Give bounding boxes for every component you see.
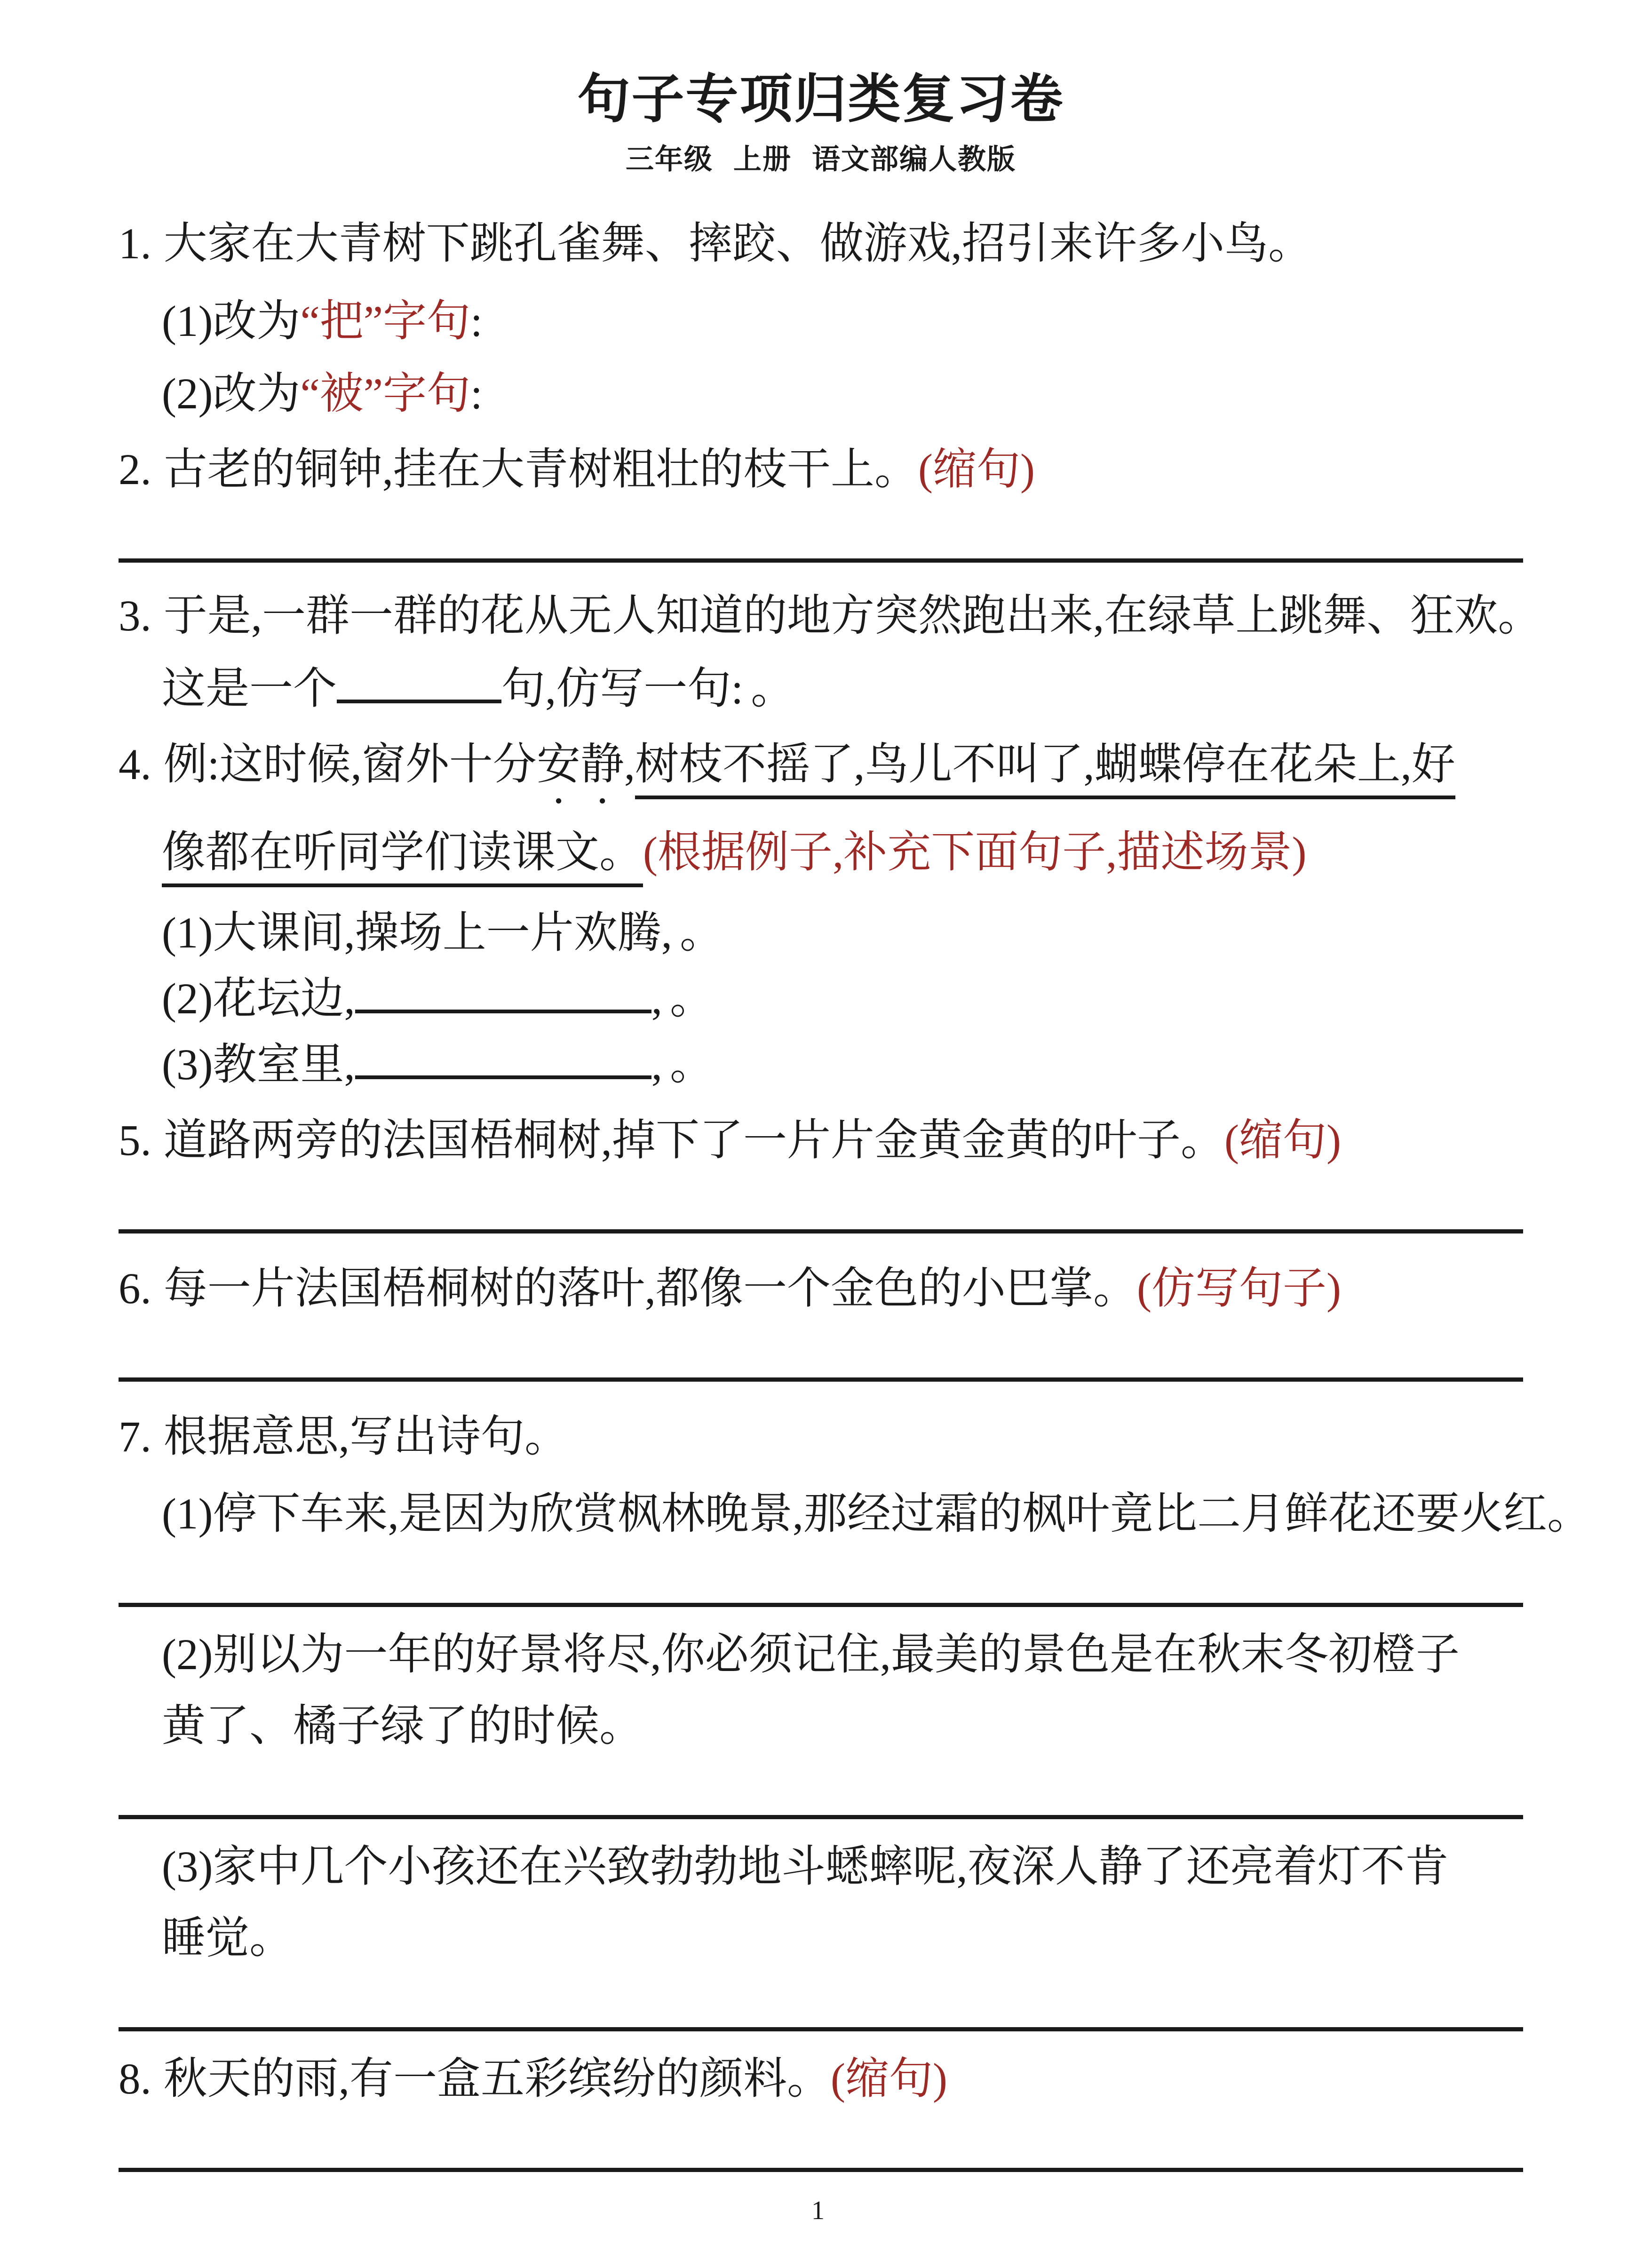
question-6-number: 6. [119,1265,151,1313]
period: 。 [669,1041,714,1090]
question-1-sub-2 [162,358,1523,421]
question-5 [119,1106,1523,1176]
sub-colon: : [470,297,483,346]
example-prefix: 例:这时候,窗外十分 [163,740,537,789]
sub-comma: , [651,975,662,1024]
answer-blank [355,1075,651,1079]
question-1 [119,209,1523,279]
question-4 [119,725,1523,813]
question-7-sub-2-line-2 [162,1692,1523,1761]
answer-blank [337,700,501,703]
sub-label: (2) [162,975,213,1024]
question-5-number: 5. [119,1116,151,1165]
answer-blank [355,1010,651,1013]
example-underlined-1: 树枝不摇了,鸟儿不叫了,蝴蝶停在花朵上,好 [635,740,1455,799]
sub-label: (1) [162,1490,213,1539]
answer-line [119,1978,1523,2031]
answer-line [119,509,1523,563]
sub-label: (3) [162,1843,213,1892]
sub-label: (2) [162,370,213,419]
question-4-sub-3 [162,1029,1523,1092]
line-text: 这是一个 [162,665,337,714]
question-7 [119,1402,1523,1472]
sub-text: 停下车来,是因为欣赏枫林晚景,那经过霜的枫叶竟比二月鲜花还要火红。 [213,1490,1591,1539]
answer-line [119,1554,1523,1607]
question-3-text: 于是,一群一群的花从无人知道的地方突然跑出来,在绿草上跳舞、狂欢。 [163,592,1542,641]
question-8-text: 秋天的雨,有一盒五彩缤纷的颜料。 [163,2055,831,2104]
question-7-number: 7. [119,1413,151,1462]
sub-colon: : [470,370,483,419]
question-2 [119,435,1523,505]
sub-label: (1) [162,297,213,346]
sub-text: 大课间,操场上一片欢腾, [213,909,672,958]
page-subtitle: 三年级 上册 语文部编人教版 [626,144,1016,175]
line-text: 句,仿写一句: [501,665,744,714]
sub-comma: , [651,1041,662,1090]
sub-label: (1) [162,909,213,958]
question-8-note: (缩句) [831,2055,947,2104]
question-7-sub-1 [162,1480,1591,1549]
question-6 [119,1254,1523,1324]
question-3 [119,581,1542,651]
period: 。 [751,665,795,714]
question-7-text: 根据意思,写出诗句。 [163,1413,568,1462]
example-comma: , [624,740,635,789]
question-6-note: (仿写句子) [1137,1265,1341,1313]
answer-line [119,1180,1523,1233]
question-7-sub-3 [162,1832,1523,1902]
question-1-sub-1 [162,286,1523,349]
page-title: 句子专项归类复习卷 [577,71,1064,129]
question-8 [119,2045,1523,2114]
period: 。 [679,909,723,958]
question-1-number: 1. [119,220,151,269]
question-2-number: 2. [119,446,151,494]
answer-line [119,2119,1523,2172]
answer-line [119,1329,1523,1382]
sub-text: 改为 [213,370,301,419]
question-7-sub-2 [162,1620,1523,1690]
sub-text: 改为 [213,297,301,346]
question-4-number: 4. [119,740,151,789]
question-4-note: (根据例子,补充下面句子,描述场景) [643,828,1307,877]
question-8-number: 8. [119,2055,151,2104]
question-7-sub-3-line-2 [162,1904,1523,1974]
question-5-text: 道路两旁的法国梧桐树,掉下了一片片金黄金黄的叶子。 [163,1116,1224,1165]
sub-text: 黄了、橘子绿了的时候。 [162,1702,643,1751]
sub-label: (3) [162,1041,213,1090]
sub-text-highlight: “把”字句 [300,297,471,346]
sub-text-highlight: “被”字句 [300,370,471,419]
question-3-number: 3. [119,592,151,641]
page-number: 1 [811,2196,825,2225]
sub-text: 家中几个小孩还在兴致勃勃地斗蟋蟀呢,夜深人静了还亮着灯不肯 [213,1843,1449,1892]
question-4-sub-1 [162,897,1523,960]
answer-line [119,1766,1523,1819]
question-6-text: 每一片法国梧桐树的落叶,都像一个金色的小巴掌。 [163,1265,1137,1313]
sub-text: 花坛边, [213,975,355,1024]
example-underlined-2: 像都在听同学们读课文。 [162,828,643,887]
sub-text: 别以为一年的好景将尽,你必须记住,最美的景色是在秋末冬初橙子 [213,1631,1460,1679]
example-emphasized: 安静 [536,740,624,789]
sub-label: (2) [162,1631,213,1679]
question-2-text: 古老的铜钟,挂在大青树粗壮的枝干上。 [163,446,918,494]
question-3-line-2 [162,653,1523,716]
question-5-note: (缩句) [1224,1116,1341,1165]
question-4-sub-2 [162,963,1523,1026]
question-4-line-2 [162,813,1523,892]
period: 。 [669,975,714,1024]
sub-text: 教室里, [213,1041,355,1090]
sub-text: 睡觉。 [162,1914,293,1963]
question-2-note: (缩句) [918,446,1035,494]
question-1-text: 大家在大青树下跳孔雀舞、摔跤、做游戏,招引来许多小鸟。 [163,220,1312,269]
